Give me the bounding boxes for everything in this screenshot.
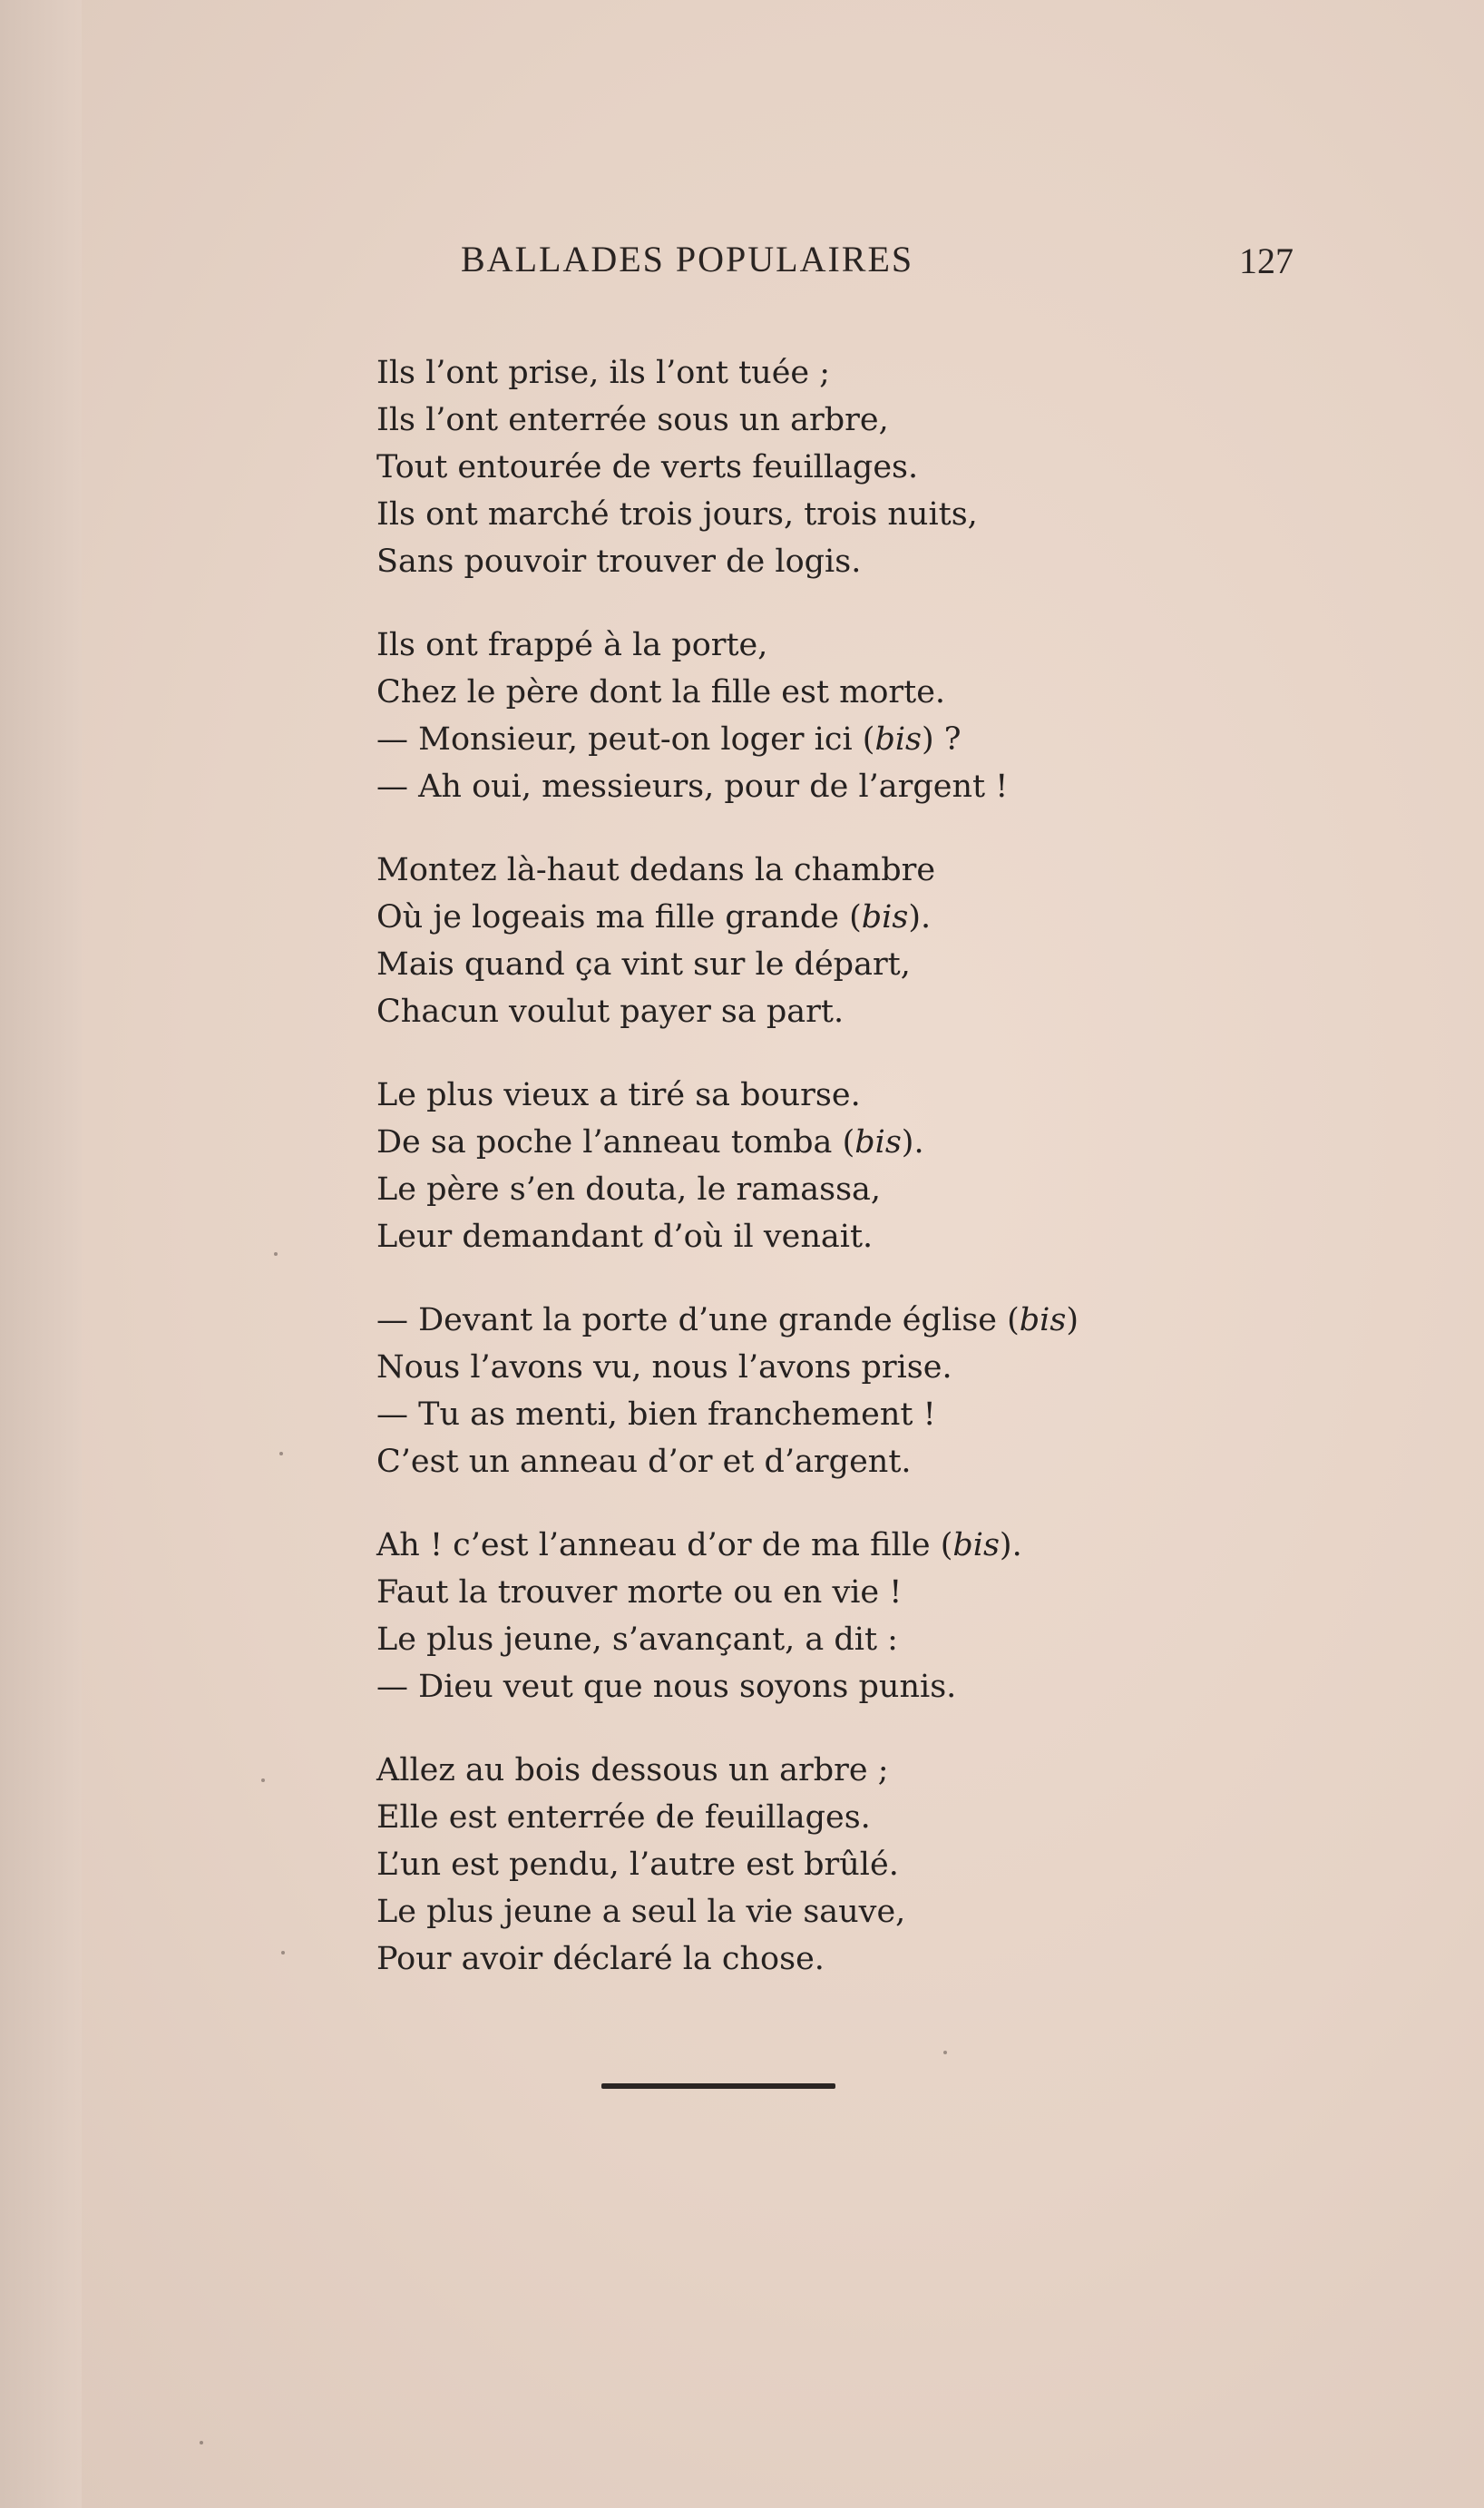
poem-line: Chez le père dont la fille est morte. [376, 674, 946, 710]
stanza [376, 1522, 1284, 1710]
page-number: 127 [1239, 240, 1294, 281]
poem-line: Faut la trouver morte ou en vie ! [376, 1574, 903, 1611]
paper-speck [281, 1951, 285, 1954]
poem-line: — Dieu veut que nous soyons punis. [376, 1669, 957, 1705]
paper-speck [943, 2051, 947, 2054]
stanza [376, 1297, 1284, 1485]
paper-speck [279, 1452, 283, 1455]
running-title: BALLADES POPULAIRES [461, 239, 914, 279]
poem-line: Nous l’avons vu, nous l’avons prise. [376, 1349, 952, 1386]
poem-line: C’est un anneau d’or et d’argent. [376, 1444, 912, 1480]
poem-line: Pour avoir déclaré la chose. [376, 1941, 825, 1977]
poem-line: — Monsieur, peut-on loger ici (bis) ? [376, 721, 962, 758]
paper-speck [274, 1252, 278, 1256]
stanza [376, 1747, 1284, 1983]
poem-line: Ils l’ont prise, ils l’ont tuée ; [376, 355, 831, 391]
poem-line: — Tu as menti, bien franchement ! [376, 1396, 936, 1433]
stanza [376, 349, 1284, 585]
poem-line: Le plus jeune a seul la vie sauve, [376, 1894, 906, 1930]
poem-line: Ils l’ont enterrée sous un arbre, [376, 402, 889, 438]
poem-line: — Ah oui, messieurs, pour de l’argent ! [376, 769, 1009, 805]
poem-line: L’un est pendu, l’autre est brûlé. [376, 1847, 899, 1883]
poem-line: De sa poche l’anneau tomba (bis). [376, 1124, 924, 1161]
paper-speck [261, 1778, 265, 1782]
stanza [376, 847, 1284, 1035]
poem-line: Le père s’en douta, le ramassa, [376, 1171, 882, 1208]
paper-speck [200, 2441, 203, 2444]
poem-line: Ah ! c’est l’anneau d’or de ma fille (bis). [376, 1527, 1022, 1563]
poem-line: Le plus jeune, s’avançant, a dit : [376, 1621, 898, 1658]
poem-line: Mais quand ça vint sur le départ, [376, 946, 911, 983]
poem-line: Tout entourée de verts feuillages. [376, 449, 919, 485]
poem-line: — Devant la porte d’une grande église (bis) [376, 1302, 1079, 1338]
poem-line: Elle est enterrée de feuillages. [376, 1799, 871, 1836]
poem-line: Le plus vieux a tiré sa bourse. [376, 1077, 861, 1113]
book-gutter-shadow [0, 0, 82, 2508]
poem-line: Allez au bois dessous un arbre ; [376, 1752, 889, 1788]
poem-line: Ils ont marché trois jours, trois nuits, [376, 496, 978, 533]
poem-line: Montez là-haut dedans la chambre [376, 852, 936, 888]
end-rule [601, 2083, 835, 2089]
poem-line: Leur demandant d’où il venait. [376, 1219, 874, 1255]
page-header [0, 238, 1484, 292]
stanza [376, 622, 1284, 810]
poem-body [376, 349, 1284, 2019]
poem-line: Ils ont frappé à la porte, [376, 627, 768, 663]
poem-line: Sans pouvoir trouver de logis. [376, 544, 862, 580]
poem-line: Chacun voulut payer sa part. [376, 994, 845, 1030]
stanza [376, 1072, 1284, 1260]
poem-line: Où je logeais ma fille grande (bis). [376, 899, 932, 936]
